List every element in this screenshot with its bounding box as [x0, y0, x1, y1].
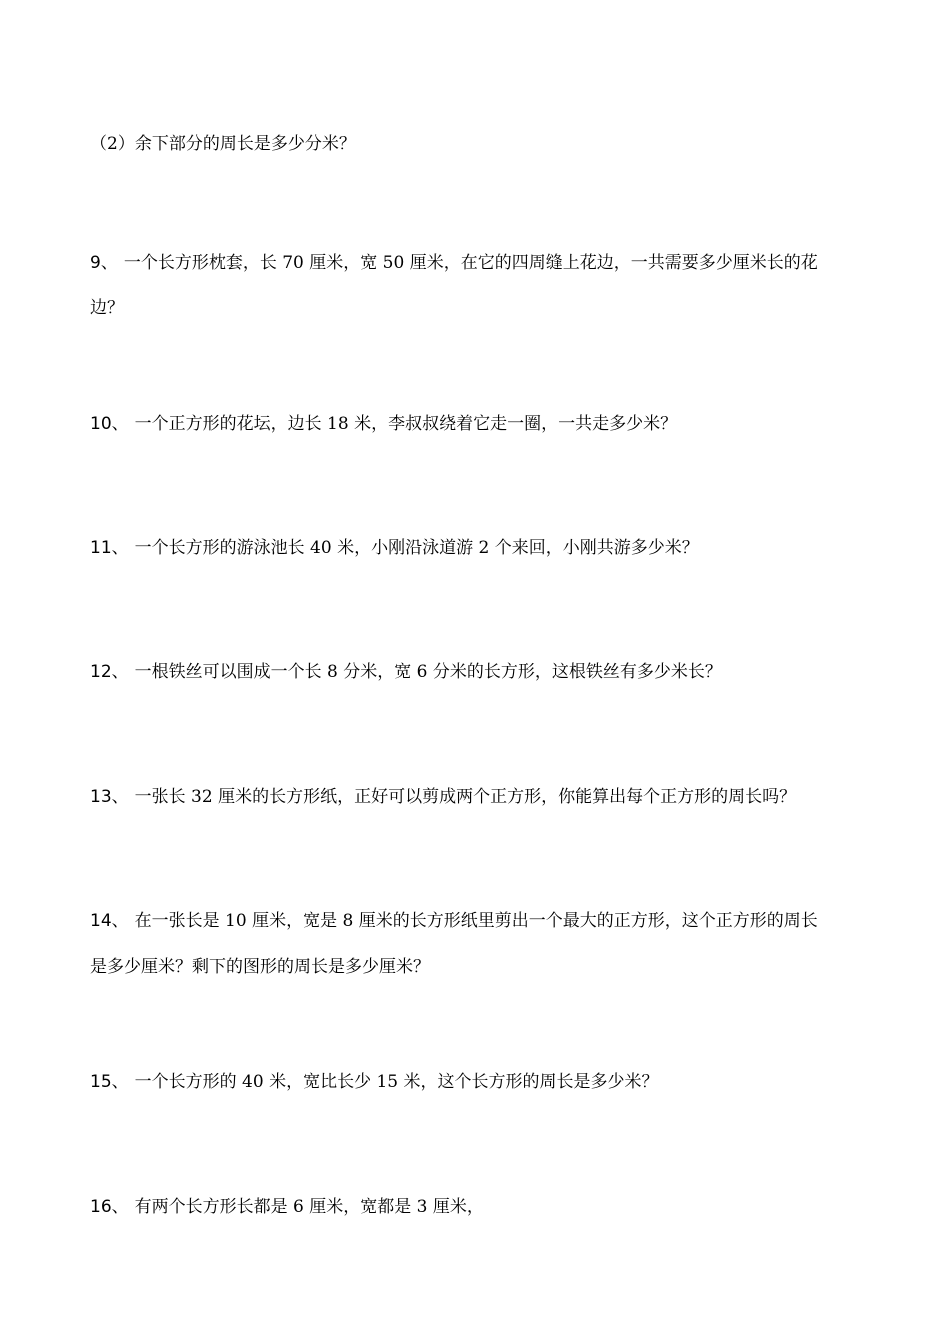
question-13: [90, 786, 796, 808]
question-15-text: 一个长方形的 40 米，宽比长少 15 米，这个长方形的周长是多少米？: [134, 1072, 659, 1092]
question-14-number: 14、: [90, 911, 129, 931]
question-14-line-2: 是多少厘米？剩下的图形的周长是多少厘米？: [90, 957, 430, 977]
question-12: [90, 661, 722, 683]
question-9-line-1: [90, 252, 818, 274]
question-15: [90, 1071, 659, 1093]
question-9-number: 9、: [90, 253, 118, 273]
question-10-number: 10、: [90, 414, 129, 434]
question-12-text: 一根铁丝可以围成一个长 8 分米，宽 6 分米的长方形，这根铁丝有多少米长？: [134, 662, 722, 682]
subquestion-2: （2）余下部分的周长是多少分米？: [90, 134, 356, 154]
question-14-line-1: [90, 910, 818, 932]
question-16: [90, 1196, 484, 1218]
question-12-number: 12、: [90, 662, 129, 682]
question-14-text: 在一张长是 10 厘米，宽是 8 厘米的长方形纸里剪出一个最大的正方形，这个正方形的周长: [134, 911, 818, 931]
question-9-line-2: 边？: [90, 298, 124, 318]
question-11-text: 一个长方形的游泳池长 40 米，小刚沿泳道游 2 个来回，小刚共游多少米？: [134, 538, 699, 558]
question-13-number: 13、: [90, 787, 129, 807]
question-9-text: 一个长方形枕套，长 70 厘米，宽 50 厘米，在它的四周缝上花边，一共需要多少厘米长的花: [123, 253, 818, 273]
question-10: [90, 413, 677, 435]
question-10-text: 一个正方形的花坛，边长 18 米，李叔叔绕着它走一圈，一共走多少米？: [134, 414, 678, 434]
question-11: [90, 537, 699, 559]
question-13-text: 一张长 32 厘米的长方形纸，正好可以剪成两个正方形，你能算出每个正方形的周长吗？: [134, 787, 797, 807]
question-16-number: 16、: [90, 1197, 129, 1217]
question-16-text: 有两个长方形长都是 6 厘米，宽都是 3 厘米，: [134, 1197, 484, 1217]
question-15-number: 15、: [90, 1072, 129, 1092]
question-11-number: 11、: [90, 538, 129, 558]
